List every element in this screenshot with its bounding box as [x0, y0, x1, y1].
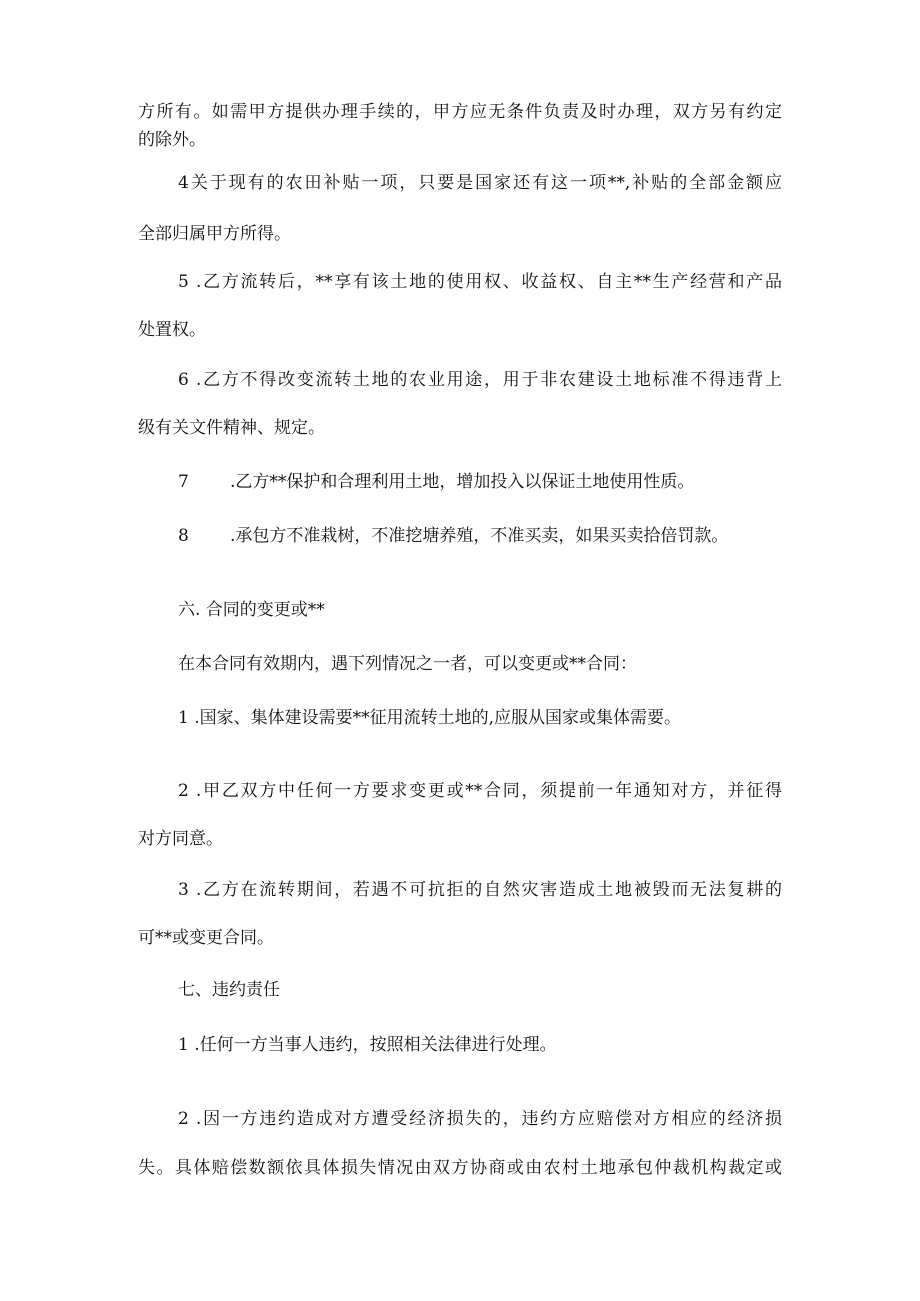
clause-4-line: 4关于现有的农田补贴一项，只要是国家还有这一项**,补贴的全部金额应	[178, 173, 782, 193]
section-heading-6: 六. 合同的变更或**	[178, 600, 325, 620]
paragraph-line: 对方同意。	[138, 829, 223, 849]
clause-6-line: 6 .乙方不得改变流转土地的农业用途，用于非农建设土地标准不得违背上	[178, 370, 782, 390]
paragraph-line: 级有关文件精神、规定。	[138, 418, 325, 438]
paragraph-line: 方所有。如需甲方提供办理手续的，甲方应无条件负责及时办理，双方另有约定	[138, 102, 782, 122]
section-heading-7: 七、违约责任	[178, 980, 280, 1000]
paragraph-line: 在本合同有效期内，遇下列情况之一者，可以变更或**合同：	[178, 654, 637, 674]
clause-7-number: 7	[178, 472, 189, 492]
clause-3-line: 3 .乙方在流转期间，若遇不可抗拒的自然灾害造成土地被毁而无法复耕的	[178, 880, 782, 900]
clause-1-line: 1 .国家、集体建设需要**征用流转土地的,应服从国家或集体需要。	[178, 708, 682, 728]
paragraph-line: 可**或变更合同。	[138, 928, 274, 948]
clause-8-text: .承包方不准栽树，不准挖塘养殖，不准买卖，如果买卖拾倍罚款。	[230, 526, 729, 546]
paragraph-line: 处置权。	[138, 320, 206, 340]
clause-5-line: 5 .乙方流转后，**享有该土地的使用权、收益权、自主**生产经营和产品	[178, 272, 782, 292]
clause-8-number: 8	[178, 526, 189, 546]
clause-7-text: .乙方**保护和合理利用土地，增加投入以保证土地使用性质。	[230, 472, 695, 492]
clause-2-line: 2 .甲乙双方中任何一方要求变更或**合同，须提前一年通知对方，并征得	[178, 781, 782, 801]
clause-1-line: 1 .任何一方当事人违约，按照相关法律进行处理。	[178, 1035, 557, 1055]
clause-2-line: 2 .因一方违约造成对方遭受经济损失的，违约方应赔偿对方相应的经济损	[178, 1109, 782, 1129]
paragraph-line: 的除外。	[138, 130, 206, 150]
paragraph-line: 全部归属甲方所得。	[138, 224, 291, 244]
paragraph-line: 失。具体赔偿数额依具体损失情况由双方协商或由农村土地承包仲裁机构裁定或	[138, 1158, 782, 1178]
